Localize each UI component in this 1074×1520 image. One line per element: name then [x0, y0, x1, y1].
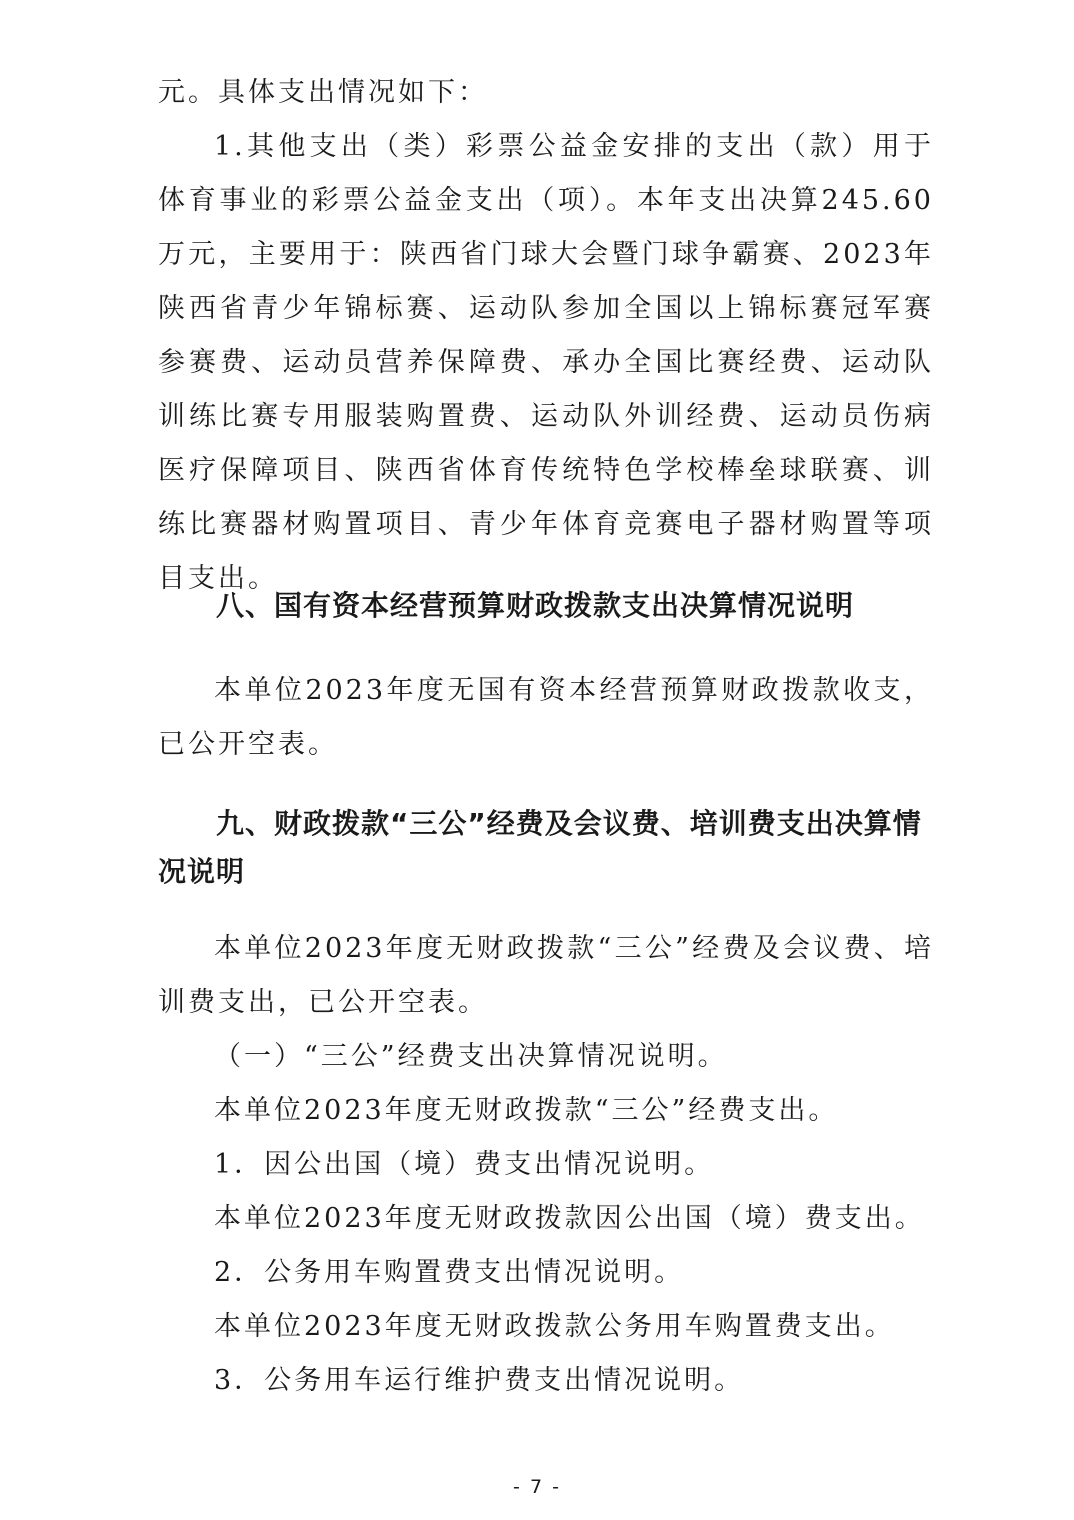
paragraph-text: 本单位2023年度无财政拨款“三公”经费及会议费、培训费支出，已公开空表。 [158, 933, 934, 1018]
subsection-body-1: 本单位2023年度无财政拨款“三公”经费支出。 [214, 1095, 839, 1126]
subsection-heading-1: （一）“三公”经费支出决算情况说明。 [214, 1041, 728, 1072]
section-heading-9 [158, 800, 934, 896]
item-body-2: 本单位2023年度无财政拨款公务用车购置费支出。 [214, 1311, 895, 1342]
item-heading-2: 2．公务用车购置费支出情况说明。 [214, 1257, 685, 1288]
paragraph-lottery-expenditure [158, 120, 934, 606]
paragraph-text: 本单位2023年度无国有资本经营预算财政拨款收支，已公开空表。 [158, 675, 934, 760]
item-heading-3: 3．公务用车运行维护费支出情况说明。 [214, 1365, 745, 1396]
heading-text: 八、国有资本经营预算财政拨款支出决算情况说明 [216, 589, 855, 622]
page-number: - 7 - [513, 1476, 561, 1498]
heading-text: 九、财政拨款“三公”经费及会议费、培训费支出决算情况说明 [158, 807, 922, 888]
paragraph-text: 1.其他支出（类）彩票公益金安排的支出（款）用于体育事业的彩票公益金支出（项）。本年支出决算245.60万元，主要用于：陕西省门球大会暨门球争霸赛、2023年陕西省青少年锦标赛、运动队参加全国以上锦标赛冠军赛参赛费、运动员营养保障费、承办全国比赛经费、运动队训练比赛专用服装购置费、运动队外训经费、运动员伤病医疗保障项目、陕西省体育传统特色学校棒垒球联赛、训练比赛器材购置项目、青少年体育竞赛电子器材购置等项目支出。 [158, 131, 934, 594]
item-body-1: 本单位2023年度无财政拨款因公出国（境）费支出。 [214, 1203, 925, 1234]
item-heading-1: 1．因公出国（境）费支出情况说明。 [214, 1149, 715, 1180]
section-heading-8 [158, 582, 934, 630]
paragraph-three-public [158, 922, 934, 1030]
paragraph-continuation: 元。具体支出情况如下： [158, 77, 488, 108]
paragraph-state-capital [158, 664, 934, 772]
